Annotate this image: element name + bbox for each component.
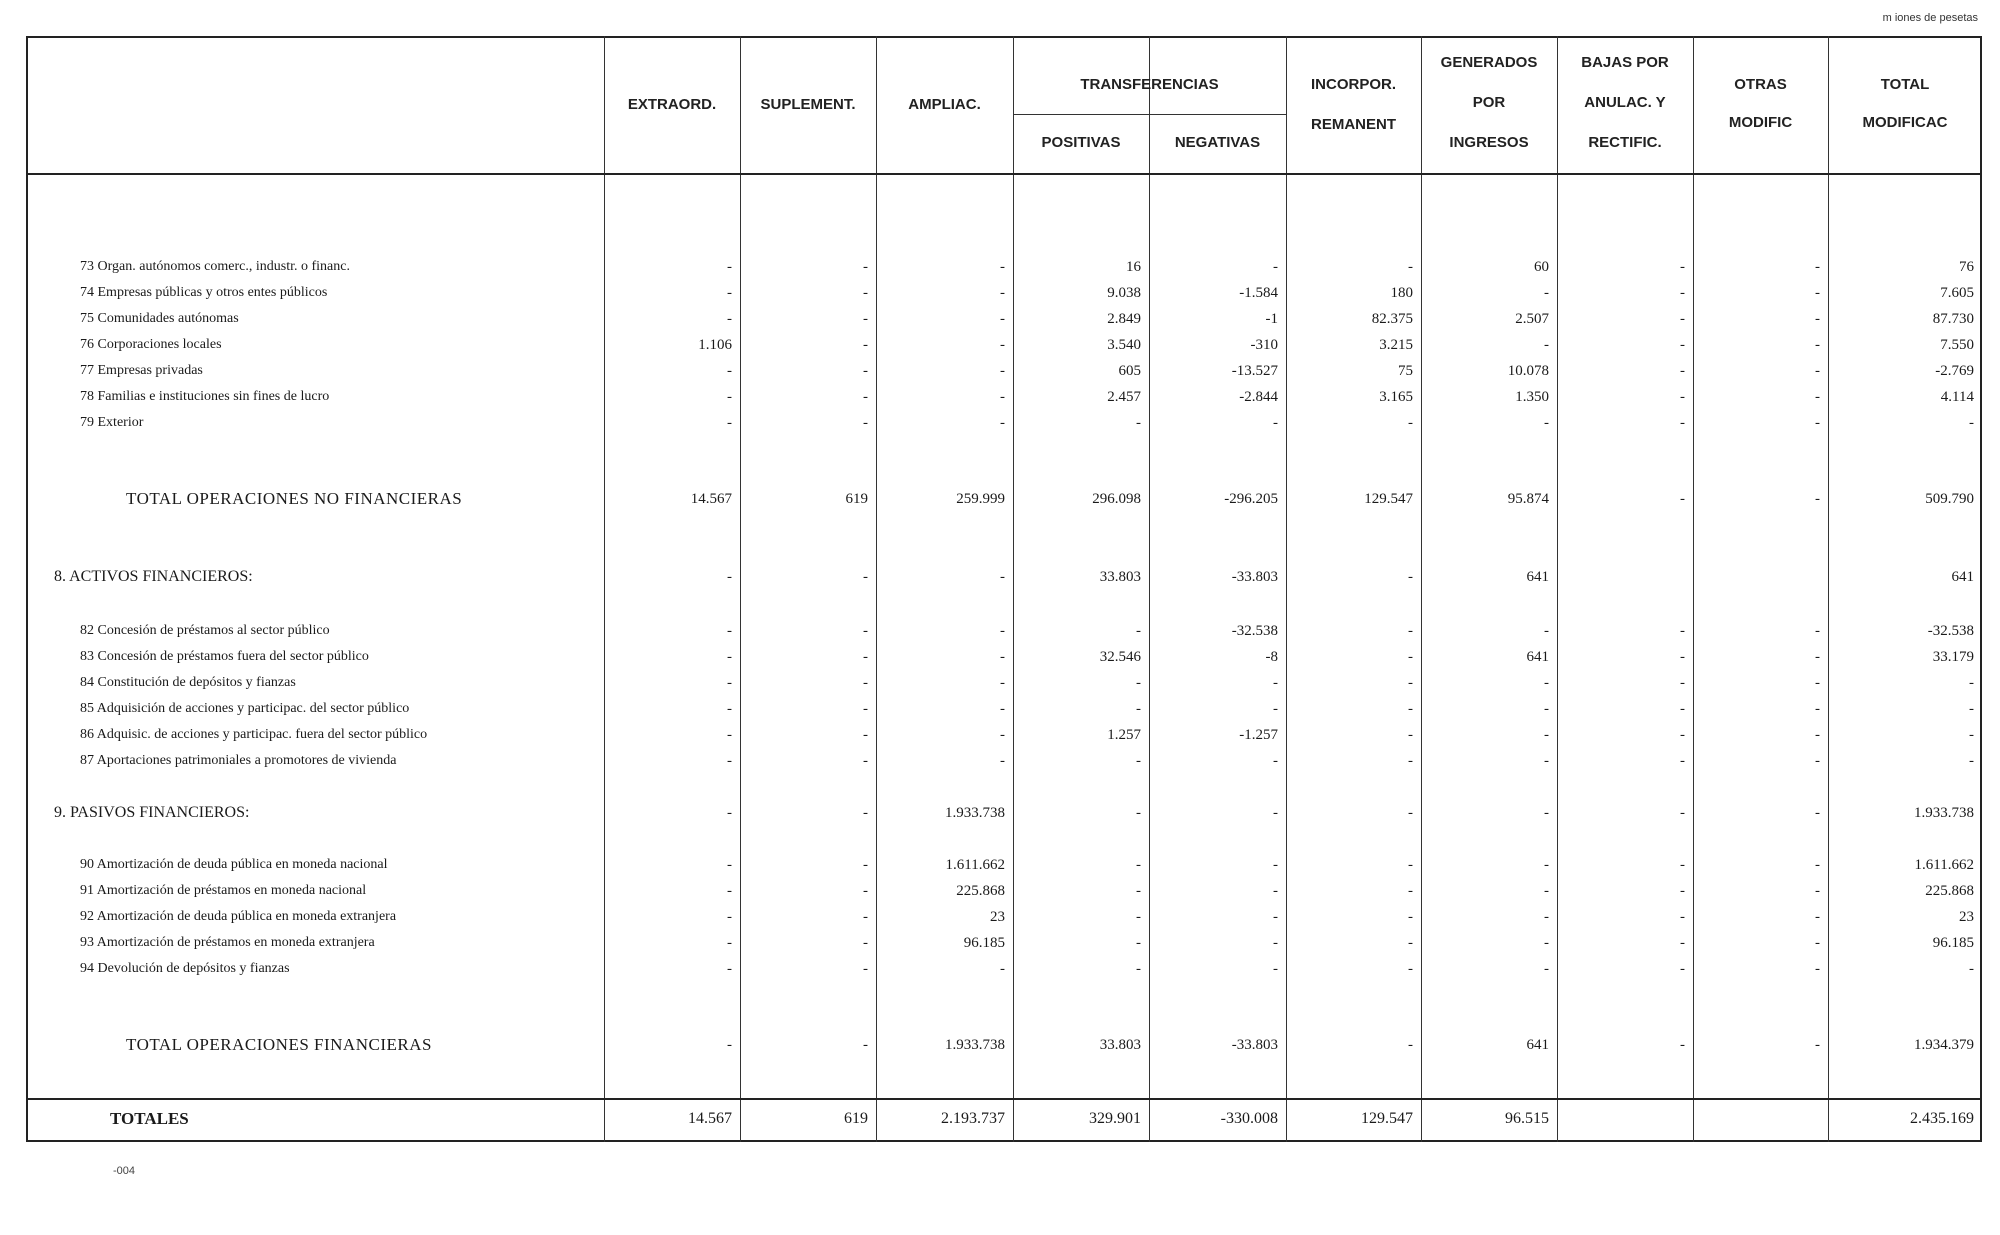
grand-total-row (26, 1106, 1982, 1132)
units-note: m iones de pesetas (1882, 12, 1978, 24)
table-cell: 33.803 (1099, 569, 1141, 585)
table-cell: - (1680, 363, 1685, 379)
table-cell: - (1273, 675, 1278, 691)
table-cell: 87.730 (1932, 311, 1974, 327)
table-cell: - (1969, 675, 1974, 691)
grand-total-cell (1557, 1106, 1693, 1132)
table-cell: 296.098 (1092, 491, 1141, 507)
table-cell: - (863, 701, 868, 717)
table-cell: 7.605 (1940, 285, 1974, 301)
table-cell: - (1000, 259, 1005, 275)
table-cell: - (1815, 1037, 1820, 1053)
row-label: 78 Familias e instituciones sin fines de lucro (80, 389, 330, 404)
header-negativas: NEGATIVAS (1174, 134, 1261, 151)
table-cell: - (1680, 727, 1685, 743)
table-row (26, 696, 1982, 722)
table-cell: - (727, 1037, 732, 1053)
table-cell: - (1680, 909, 1685, 925)
table-cell: 14.567 (690, 491, 732, 507)
table-cell: -33.803 (1231, 569, 1278, 585)
table-cell: 641 (1526, 1037, 1549, 1053)
table-cell: - (1544, 285, 1549, 301)
table-cell: - (1408, 569, 1413, 585)
table-cell: - (1000, 363, 1005, 379)
table-cell: - (1680, 883, 1685, 899)
table-cell: - (1680, 415, 1685, 431)
table-row (26, 956, 1982, 982)
table-cell: 509.790 (1925, 491, 1974, 507)
table-cell: - (1680, 675, 1685, 691)
table-cell: - (1408, 753, 1413, 769)
grand-total-cell: 14.567 (688, 1110, 732, 1127)
table-cell: - (1680, 935, 1685, 951)
table-cell: - (1544, 675, 1549, 691)
header-positivas: POSITIVAS (1041, 134, 1121, 151)
row-label: 92 Amortización de deuda pública en moneda extranjera (80, 909, 397, 924)
table-row (26, 878, 1982, 904)
table-row (26, 384, 1982, 410)
table-cell: - (1136, 883, 1141, 899)
table-cell: - (1544, 961, 1549, 977)
table-cell (1693, 564, 1828, 590)
table-cell: 1.611.662 (1914, 857, 1974, 873)
table-cell: 32.546 (1099, 649, 1141, 665)
footer-code: -004 (113, 1165, 136, 1177)
table-cell: 1.933.738 (1914, 805, 1974, 821)
table-cell: - (1680, 649, 1685, 665)
table-cell: - (1273, 805, 1278, 821)
table-cell: - (727, 259, 732, 275)
table-cell: - (1408, 909, 1413, 925)
row-label: 75 Comunidades autónomas (80, 311, 239, 326)
header-generados-ingresos: INGRESOS (1449, 134, 1529, 151)
table-cell: - (1408, 675, 1413, 691)
table-cell: - (1408, 727, 1413, 743)
table-cell: 33.179 (1932, 649, 1974, 665)
table-cell: - (863, 337, 868, 353)
table-cell: 259.999 (956, 491, 1005, 507)
table-cell: - (1136, 805, 1141, 821)
table-cell: 225.868 (1925, 883, 1974, 899)
table-cell: -32.538 (1927, 623, 1974, 639)
table-cell: - (727, 649, 732, 665)
table-cell: - (1408, 259, 1413, 275)
table-cell: 1.611.662 (945, 857, 1005, 873)
table-cell: - (1136, 857, 1141, 873)
table-cell: - (1815, 491, 1820, 507)
row-label: 76 Corporaciones locales (80, 337, 222, 352)
table-row (26, 930, 1982, 956)
table-cell: - (1000, 389, 1005, 405)
header-otras: OTRAS (1734, 76, 1787, 93)
row-label: 87 Aportaciones patrimoniales a promotores de vivienda (80, 753, 397, 768)
header-total: TOTAL (1880, 76, 1930, 93)
table-cell: - (1273, 259, 1278, 275)
table-cell: - (1136, 415, 1141, 431)
table-cell: 96.185 (1932, 935, 1974, 951)
table-row (26, 280, 1982, 306)
table-cell: 33.803 (1099, 1037, 1141, 1053)
row-label: 74 Empresas públicas y otros entes públicos (80, 285, 328, 300)
header-otras-modific: MODIFIC (1728, 114, 1793, 131)
table-cell: - (1969, 415, 1974, 431)
table-cell: - (1969, 961, 1974, 977)
table-cell: - (863, 311, 868, 327)
table-cell: - (1000, 623, 1005, 639)
table-cell: 7.550 (1940, 337, 1974, 353)
table-cell: 641 (1526, 649, 1549, 665)
table-cell: - (1815, 909, 1820, 925)
table-cell: - (1815, 935, 1820, 951)
table-cell: 2.849 (1107, 311, 1141, 327)
table-cell: - (727, 363, 732, 379)
table-cell: - (1815, 259, 1820, 275)
subtotal-row (26, 486, 1982, 512)
table-cell: - (1680, 285, 1685, 301)
table-cell: - (1680, 259, 1685, 275)
table-cell: - (1815, 363, 1820, 379)
grand-total-cell: -330.008 (1220, 1110, 1278, 1127)
table-cell: - (1969, 727, 1974, 743)
table-cell: 3.540 (1107, 337, 1141, 353)
table-cell: - (1273, 935, 1278, 951)
table-cell: -1.257 (1239, 727, 1278, 743)
table-cell: - (727, 675, 732, 691)
table-cell: 1.934.379 (1914, 1037, 1974, 1053)
table-cell: - (1544, 701, 1549, 717)
table-cell: -33.803 (1231, 1037, 1278, 1053)
table-row (26, 306, 1982, 332)
header-ampliac: AMPLIAC. (908, 96, 981, 113)
header-total-modificac: MODIFICAC (1862, 114, 1948, 131)
table-cell: - (1408, 805, 1413, 821)
header-bajas: BAJAS POR (1581, 54, 1669, 71)
table-cell: - (1815, 727, 1820, 743)
table-cell: - (1544, 415, 1549, 431)
table-cell: - (1815, 675, 1820, 691)
header-transferencias: TRANSFERENCIAS (1080, 76, 1219, 93)
table-cell: - (727, 805, 732, 821)
grand-total-cell: 2.435.169 (1910, 1110, 1974, 1127)
table-cell: 225.868 (956, 883, 1005, 899)
table-cell: - (1544, 909, 1549, 925)
table-cell: - (1544, 805, 1549, 821)
table-cell: 605 (1118, 363, 1141, 379)
table-cell: - (1000, 569, 1005, 585)
table-row (26, 332, 1982, 358)
header-generados: GENERADOS (1440, 54, 1538, 71)
grand-total-cell: 619 (844, 1110, 868, 1127)
table-cell: - (1680, 701, 1685, 717)
grand-total-cell (1693, 1106, 1828, 1132)
table-cell: - (727, 961, 732, 977)
table-cell: - (1680, 311, 1685, 327)
section-row (26, 800, 1982, 826)
table-cell: - (1544, 753, 1549, 769)
table-cell: - (1680, 1037, 1685, 1053)
table-row (26, 722, 1982, 748)
table-cell: - (863, 935, 868, 951)
table-cell: - (863, 909, 868, 925)
table-cell: 75 (1398, 363, 1413, 379)
table-cell: 10.078 (1507, 363, 1549, 379)
table-cell: -2.844 (1239, 389, 1278, 405)
table-cell: - (863, 857, 868, 873)
table-cell: - (1680, 805, 1685, 821)
table-cell: - (863, 727, 868, 743)
table-cell: - (1680, 961, 1685, 977)
header-suplement: SUPLEMENT. (760, 96, 856, 113)
table-cell: - (1680, 857, 1685, 873)
table-row (26, 748, 1982, 774)
table-cell: - (1000, 727, 1005, 743)
table-cell: 23 (1959, 909, 1974, 925)
table-cell: - (727, 569, 732, 585)
table-cell: - (1273, 857, 1278, 873)
table-cell: - (1136, 623, 1141, 639)
table-cell: - (1969, 701, 1974, 717)
table-cell: 129.547 (1364, 491, 1413, 507)
table-cell: - (863, 805, 868, 821)
header-extraord: EXTRAORD. (627, 96, 717, 113)
header-incorpor: INCORPOR. (1310, 76, 1396, 93)
table-cell: - (727, 753, 732, 769)
header-bottom-rule (26, 173, 1982, 175)
table-cell: -32.538 (1231, 623, 1278, 639)
table-cell: 1.933.738 (945, 805, 1005, 821)
table-cell: - (1815, 415, 1820, 431)
table-cell: - (727, 311, 732, 327)
grand-total-cell: 129.547 (1361, 1110, 1413, 1127)
table-cell: - (1815, 883, 1820, 899)
grand-total-cell: 96.515 (1505, 1110, 1549, 1127)
table-cell: - (727, 623, 732, 639)
table-cell: - (1000, 753, 1005, 769)
row-label: 73 Organ. autónomos comerc., industr. o financ. (80, 259, 350, 274)
table-cell: -1.584 (1239, 285, 1278, 301)
table-cell: - (1815, 753, 1820, 769)
table-cell: - (863, 649, 868, 665)
row-label: 8. ACTIVOS FINANCIEROS: (54, 568, 253, 585)
header-bajas-rectific: RECTIFIC. (1588, 134, 1662, 151)
table-cell: - (1408, 623, 1413, 639)
table-cell: - (1408, 935, 1413, 951)
row-label: 77 Empresas privadas (80, 363, 203, 378)
table-cell: - (1136, 753, 1141, 769)
table-cell: - (1136, 675, 1141, 691)
table-cell: 3.215 (1379, 337, 1413, 353)
table-cell: - (1815, 389, 1820, 405)
table-cell: - (1000, 649, 1005, 665)
table-cell: - (1815, 623, 1820, 639)
table-cell: - (863, 753, 868, 769)
table-cell: - (1680, 337, 1685, 353)
row-label: 84 Constitución de depósitos y fianzas (80, 675, 296, 690)
table-cell: - (1136, 701, 1141, 717)
table-cell: - (863, 389, 868, 405)
table-row (26, 904, 1982, 930)
table-cell: - (727, 883, 732, 899)
table-cell: - (863, 961, 868, 977)
header-generados-por: POR (1472, 94, 1506, 111)
table-cell: - (1815, 337, 1820, 353)
row-label: TOTAL OPERACIONES FINANCIERAS (126, 1035, 432, 1054)
table-cell: 1.257 (1107, 727, 1141, 743)
table-cell: - (727, 857, 732, 873)
table-cell: - (1680, 389, 1685, 405)
table-row (26, 358, 1982, 384)
table-cell: - (1544, 883, 1549, 899)
table-cell: - (1815, 701, 1820, 717)
row-label: 9. PASIVOS FINANCIEROS: (54, 804, 250, 821)
table-cell: 180 (1390, 285, 1413, 301)
table-cell: - (1408, 701, 1413, 717)
table-cell: 619 (845, 491, 868, 507)
row-label: 94 Devolución de depósitos y fianzas (80, 961, 290, 976)
table-row (26, 852, 1982, 878)
table-cell: - (1680, 753, 1685, 769)
table-cell: 641 (1951, 569, 1974, 585)
row-label: 86 Adquisic. de acciones y participac. fuera del sector público (80, 727, 428, 742)
row-label: 85 Adquisición de acciones y participac. del sector público (80, 701, 410, 716)
table-cell: - (1000, 415, 1005, 431)
table-cell: 9.038 (1107, 285, 1141, 301)
table-cell: -310 (1250, 337, 1278, 353)
table-cell: - (863, 675, 868, 691)
table-cell: 1.350 (1515, 389, 1549, 405)
table-cell: -13.527 (1231, 363, 1278, 379)
row-label: 83 Concesión de préstamos fuera del sector público (80, 649, 369, 664)
table-cell: 23 (990, 909, 1005, 925)
table-cell: 96.185 (963, 935, 1005, 951)
row-label: 91 Amortización de préstamos en moneda nacional (80, 883, 367, 898)
table-cell: -2.769 (1935, 363, 1974, 379)
table-cell: - (863, 623, 868, 639)
table-cell: - (1000, 961, 1005, 977)
table-cell: - (1000, 337, 1005, 353)
table-cell: - (1273, 883, 1278, 899)
table-cell: - (863, 883, 868, 899)
table-cell: - (863, 569, 868, 585)
table-cell: - (1544, 623, 1549, 639)
table-cell: - (1408, 415, 1413, 431)
grand-total-cell: 2.193.737 (941, 1110, 1005, 1127)
table-cell: - (727, 909, 732, 925)
table-cell: 16 (1126, 259, 1141, 275)
subtotal-row (26, 1032, 1982, 1058)
table-cell: 641 (1526, 569, 1549, 585)
table-cell: - (727, 415, 732, 431)
row-label: 82 Concesión de préstamos al sector público (80, 623, 330, 638)
table-cell: - (863, 363, 868, 379)
table-cell: 2.457 (1107, 389, 1141, 405)
table-cell: - (1136, 909, 1141, 925)
table-cell: - (1969, 753, 1974, 769)
table-cell: - (863, 259, 868, 275)
table-row (26, 670, 1982, 696)
table-cell: - (1273, 753, 1278, 769)
table-cell: 82.375 (1371, 311, 1413, 327)
table-cell: - (1136, 935, 1141, 951)
table-cell: - (1680, 623, 1685, 639)
table-cell: - (1408, 649, 1413, 665)
header-bajas-anulac: ANULAC. Y (1584, 94, 1666, 111)
table-cell: - (1000, 675, 1005, 691)
table-cell: -296.205 (1224, 491, 1278, 507)
table-cell: - (727, 935, 732, 951)
table-cell: - (727, 285, 732, 301)
table-cell: 3.165 (1379, 389, 1413, 405)
table-cell: - (863, 1037, 868, 1053)
table-cell: - (1000, 311, 1005, 327)
table-cell: - (1544, 857, 1549, 873)
table-cell: - (863, 415, 868, 431)
table-cell: - (1273, 701, 1278, 717)
table-cell: - (1408, 961, 1413, 977)
table-row (26, 410, 1982, 436)
table-cell: - (1273, 415, 1278, 431)
table-cell: - (1408, 1037, 1413, 1053)
table-cell: - (1136, 961, 1141, 977)
table-cell: 76 (1959, 259, 1974, 275)
table-cell: - (727, 389, 732, 405)
transferencias-sub-rule (1013, 114, 1286, 115)
table-cell: - (1000, 285, 1005, 301)
table-cell: - (1544, 935, 1549, 951)
table-cell: - (727, 701, 732, 717)
table-cell: - (863, 285, 868, 301)
table-cell: - (1680, 491, 1685, 507)
table-cell: - (1408, 883, 1413, 899)
table-cell: - (1544, 337, 1549, 353)
table-cell: - (1815, 285, 1820, 301)
table-cell: - (1000, 701, 1005, 717)
table-cell: -1 (1265, 311, 1278, 327)
table-cell: -8 (1265, 649, 1278, 665)
table-cell: - (1273, 909, 1278, 925)
table-cell: - (1408, 857, 1413, 873)
section-row (26, 564, 1982, 590)
table-cell: - (1815, 805, 1820, 821)
table-cell: 60 (1534, 259, 1549, 275)
table-row (26, 644, 1982, 670)
table-row (26, 254, 1982, 280)
table-row (26, 618, 1982, 644)
grand-total-cell: 329.901 (1089, 1110, 1141, 1127)
totals-rule (26, 1098, 1982, 1100)
header-remanent: REMANENT (1311, 116, 1396, 133)
table-cell: - (1273, 961, 1278, 977)
row-label: 90 Amortización de deuda pública en moneda nacional (80, 857, 388, 872)
row-label: 93 Amortización de préstamos en moneda extranjera (80, 935, 375, 950)
table-cell: - (1815, 857, 1820, 873)
table-cell (1557, 564, 1693, 590)
grand-total-label: TOTALES (110, 1109, 189, 1128)
table-cell: - (1815, 649, 1820, 665)
table-cell: - (727, 727, 732, 743)
table-cell: 4.114 (1940, 389, 1974, 405)
table-cell: - (1815, 961, 1820, 977)
table-cell: - (1544, 727, 1549, 743)
table-cell: 1.933.738 (945, 1037, 1005, 1053)
table-cell: - (1815, 311, 1820, 327)
table-cell: 2.507 (1515, 311, 1549, 327)
table-cell: 1.106 (698, 337, 732, 353)
row-label: 79 Exterior (80, 415, 144, 430)
table-cell: 95.874 (1507, 491, 1549, 507)
row-label: TOTAL OPERACIONES NO FINANCIERAS (126, 489, 463, 508)
